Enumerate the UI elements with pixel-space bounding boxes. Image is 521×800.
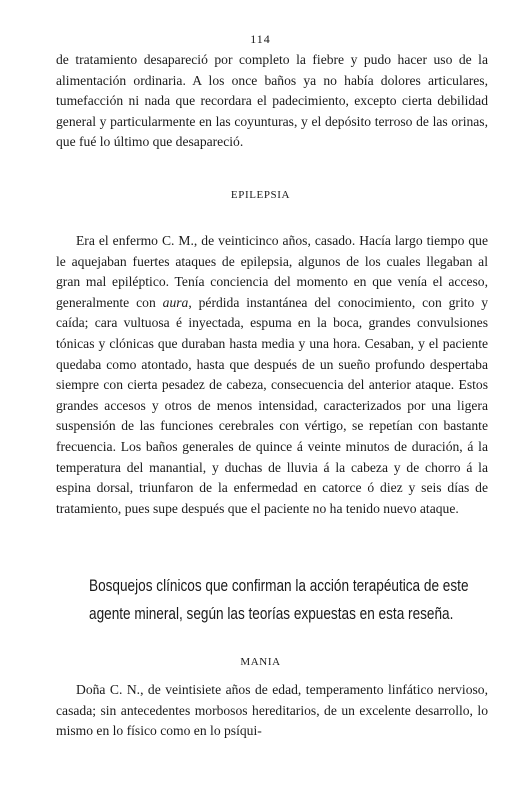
subtitle-line: Bosquejos clínicos que confirman la acción terapéutica de este <box>89 576 469 595</box>
text-segment: Era el enfermo C. M., de veinticinco años, casado. Hacía largo tiempo que le aquejaban fuertes ataques de epilepsia, algunos de los cuales llegaban al gran mal epiléptico. Tenía conciencia del momento en que venía el acceso, generalmente con <box>56 233 488 310</box>
text-segment: , pérdida instantánea del conocimiento, con grito y caída; cara vultuosa é inyectada, espuma en la boca, grandes convulsiones tónicas y clónicas que duraban hasta media y una hora. Cesaban, y el paciente quedaba como atontado, hasta que después de un sueño profundo despertaba siempre con cierta pesadez de cabeza, consecuencia del anterior ataque. Estos grandes accesos y otros de menos intensidad, caracterizados por una ligera suspensión de las funciones cerebrales con vértigo, se repetían con bastante frecuencia. Los baños generales de quince á veinte minutos de duración, á la temperatura del manantial, y duchas de lluvia á la cabeza y de chorro á la espina dorsal, triunfaron de la enfermedad en catorce ó diez y seis días de tratamiento, pues supe después que el paciente no ha tenido nuevo ataque. <box>56 294 489 516</box>
page-number: 114 <box>250 32 271 46</box>
paragraph-text: de tratamiento desapareció por completo la fiebre y pudo hacer uso de la alimentación ordinaria. A los once baños ya no había dolores articulares, tumefacción ni nada que recordara el padecimiento, excepto cierta debilidad general y particularmente en las coyunturas, y el depósito terroso de las orinas, que fué lo último que desapareció. <box>56 52 488 150</box>
section-heading-epilepsia: EPILEPSIA <box>230 189 291 201</box>
section-heading-mania: MANIA <box>240 656 281 668</box>
paragraph-text <box>56 231 488 519</box>
chapter-subtitle <box>89 572 469 628</box>
epilepsia-case-paragraph <box>56 231 488 519</box>
mania-case-paragraph <box>56 680 488 742</box>
italic-term-aura: aura <box>162 294 189 310</box>
continued-case-paragraph <box>56 50 488 153</box>
subtitle-line: agente mineral, según las teorías expuestas en esta reseña. <box>89 604 454 623</box>
paragraph-text: Doña C. N., de veintisiete años de edad, temperamento linfático nervioso, casada; sin antecedentes morbosos hereditarios, de un excelente desarrollo, lo mismo en lo físico como en lo psíqui- <box>56 682 488 739</box>
